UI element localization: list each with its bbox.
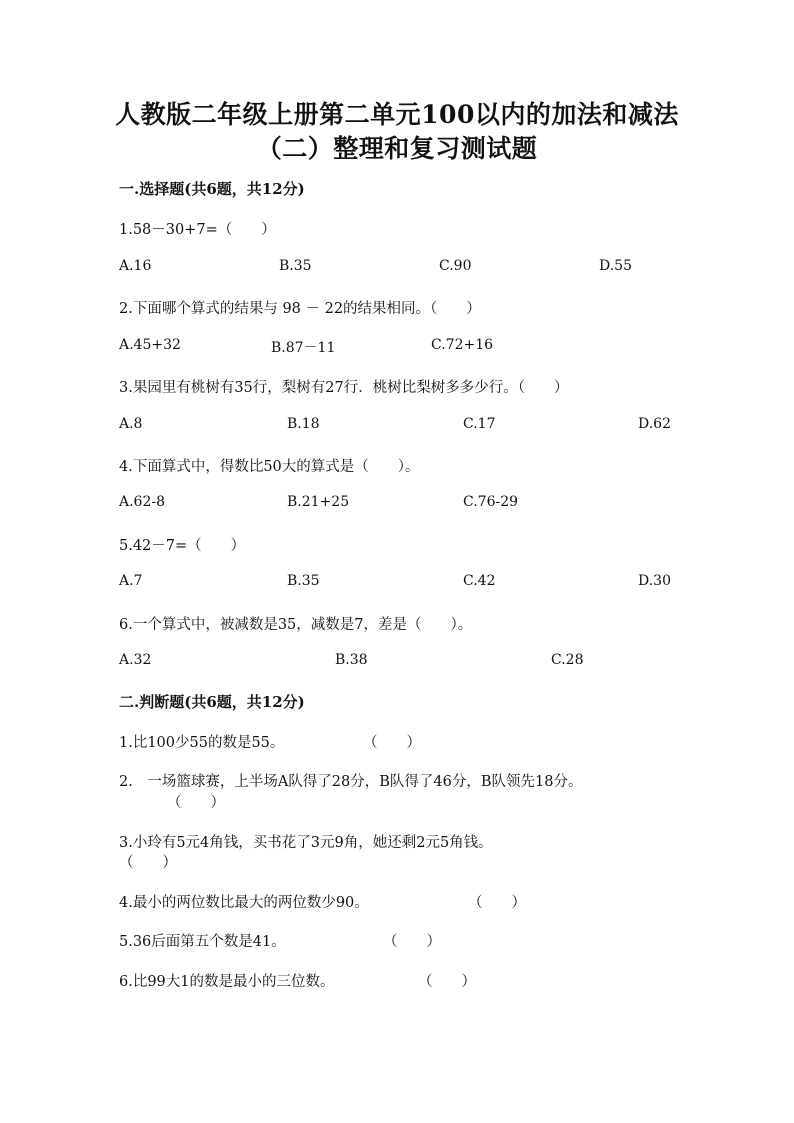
page-title: 人教版二年级上册第二单元100以内的加法和减法 <box>115 100 679 129</box>
option: C.42 <box>463 573 496 589</box>
option: A.32 <box>119 652 152 668</box>
question-text: 2.下面哪个算式的结果与 98 － 22的结果相同。（ ） <box>119 301 481 317</box>
option: C.72+16 <box>431 337 494 353</box>
option: C.76-29 <box>463 494 519 510</box>
answer-blank: （ ） <box>468 895 526 911</box>
answer-blank: （ ） <box>167 795 225 811</box>
option: D.30 <box>638 573 671 589</box>
statement-text: 5.36后面第五个数是41。 <box>119 934 286 950</box>
option: B.21+25 <box>287 494 350 510</box>
option: D.55 <box>599 258 632 274</box>
question-text: 6.一个算式中，被减数是35，减数是7，差是（ ）。 <box>119 617 473 633</box>
option: A.45+32 <box>119 337 181 353</box>
option: C.17 <box>463 416 496 432</box>
statement-text: 3.小玲有5元4角钱，买书花了3元9角，她还剩2元5角钱。 <box>119 835 493 851</box>
option: B.35 <box>279 258 312 274</box>
option: C.28 <box>551 652 584 668</box>
statement-text: 6.比99大1的数是最小的三位数。 <box>119 974 335 990</box>
option: C.90 <box>439 258 472 274</box>
statement-text: 1.比100少55的数是55。 <box>119 735 285 751</box>
option: A.8 <box>119 416 143 432</box>
section-heading-choice: 一.选择题(共6题，共12分) <box>119 180 305 198</box>
option: A.62-8 <box>119 494 166 510</box>
question-text: 1.58－30+7=（ ） <box>119 222 276 238</box>
page-subtitle: （二）整理和复习测试题 <box>256 134 538 163</box>
section-heading-judgement: 二.判断题(共6题，共12分) <box>119 693 305 711</box>
option: B.87－11 <box>271 340 336 356</box>
option: B.35 <box>287 573 320 589</box>
answer-blank: （ ） <box>363 735 421 751</box>
question-text: 4.下面算式中，得数比50大的算式是（ ）。 <box>119 459 420 475</box>
option: A.7 <box>119 573 143 589</box>
statement-text: 4.最小的两位数比最大的两位数少90。 <box>119 895 369 911</box>
question-text: 5.42－7=（ ） <box>119 538 246 554</box>
answer-blank: （ ） <box>383 934 441 950</box>
answer-blank: （ ） <box>418 974 476 990</box>
answer-blank: （ ） <box>119 855 177 871</box>
option: A.16 <box>119 258 152 274</box>
statement-text: 2. 一场篮球赛，上半场A队得了28分，B队得了46分，B队领先18分。 <box>119 774 583 790</box>
option: D.62 <box>638 416 671 432</box>
option: B.18 <box>287 416 320 432</box>
option: B.38 <box>335 652 368 668</box>
question-text: 3.果园里有桃树有35行，梨树有27行．桃树比梨树多多少行。（ ） <box>119 380 569 396</box>
